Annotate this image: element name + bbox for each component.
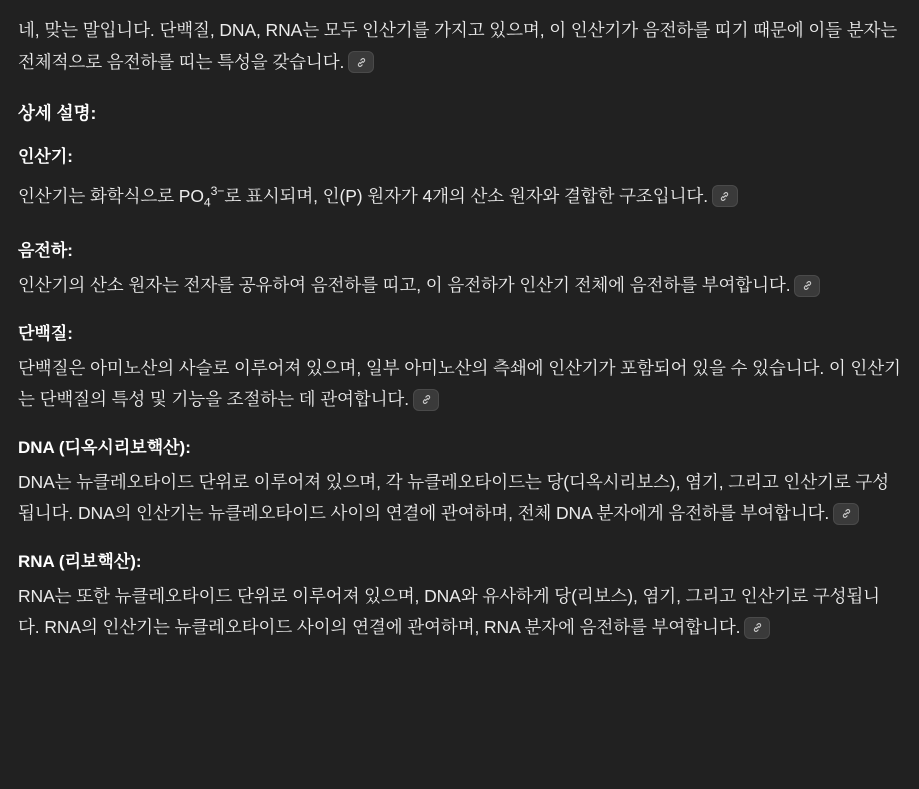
detail-item-body <box>18 176 901 218</box>
answer-lead-text: 네, 맞는 말입니다. 단백질, DNA, RNA는 모두 인산기를 가지고 있으며, 이 인산기가 음전하를 띠기 때문에 이들 분자는 전체적으로 음전하를 띠는 특성을 갖습니다. <box>18 20 898 72</box>
link-icon <box>802 280 813 291</box>
detail-item-title: 인산기: <box>18 147 73 166</box>
detail-body-after: 로 표시되며, 인(P) 원자가 4개의 산소 원자와 결합한 구조입니다. <box>224 185 708 206</box>
link-icon <box>421 394 432 405</box>
citation-chip-3[interactable] <box>413 389 439 411</box>
detail-item-phosphate <box>18 144 901 218</box>
link-icon <box>752 622 763 633</box>
citation-chip-5[interactable] <box>744 617 770 639</box>
detail-item-title: DNA (디옥시리보핵산): <box>18 438 191 458</box>
detail-item-protein <box>18 321 901 415</box>
citation-chip-4[interactable] <box>833 503 859 525</box>
citation-chip-lead[interactable] <box>348 51 374 73</box>
detail-item-rna <box>18 549 901 643</box>
formula-superscript: 3− <box>210 184 225 198</box>
link-icon <box>719 191 730 202</box>
detail-item-negative-charge <box>18 238 901 301</box>
detail-body-text: 단백질은 아미노산의 사슬로 이루어져 있으며, 일부 아미노산의 측쇄에 인산기가 포함되어 있을 수 있습니다. 이 인산기는 단백질의 특성 및 기능을 조절하는 데 관여합니다. <box>18 358 901 410</box>
detail-item-title: RNA (리보핵산): <box>18 552 142 572</box>
detail-body-text: DNA는 뉴클레오타이드 단위로 이루어져 있으며, 각 뉴클레오타이드는 당(디옥시리보스), 염기, 그리고 인산기로 구성됩니다. DNA의 인산기는 뉴클레오타이드 사이의 연결에 관여하며, 전체 DNA 분자에게 음전하를 부여합니다. <box>18 472 889 524</box>
citation-chip-1[interactable] <box>712 185 738 207</box>
detail-body-text: 인산기의 산소 원자는 전자를 공유하여 음전하를 띠고, 이 음전하가 인산기 전체에 음전하를 부여합니다. <box>18 275 791 296</box>
detail-item-title: 음전하: <box>18 241 73 261</box>
answer-lead-paragraph <box>18 14 901 78</box>
detail-item-body <box>18 353 901 415</box>
detail-item-body <box>18 467 901 529</box>
detail-item-dna <box>18 435 901 529</box>
formula-subscript: 4 <box>203 195 211 210</box>
citation-chip-2[interactable] <box>794 275 820 297</box>
section-title: 상세 설명: <box>18 103 97 123</box>
detail-item-body <box>18 270 901 301</box>
detail-body-text: RNA는 또한 뉴클레오타이드 단위로 이루어져 있으며, DNA와 유사하게 당(리보스), 염기, 그리고 인산기로 구성됩니다. RNA의 인산기는 뉴클레오타이드 사이의 연결에 관여하며, RNA 분자에 음전하를 부여합니다. <box>18 586 880 638</box>
link-icon <box>841 508 852 519</box>
detail-item-title: 단백질: <box>18 324 73 344</box>
detail-item-body <box>18 581 901 643</box>
detail-body-before: 인산기는 화학식으로 PO <box>18 185 204 206</box>
link-icon <box>356 57 367 68</box>
